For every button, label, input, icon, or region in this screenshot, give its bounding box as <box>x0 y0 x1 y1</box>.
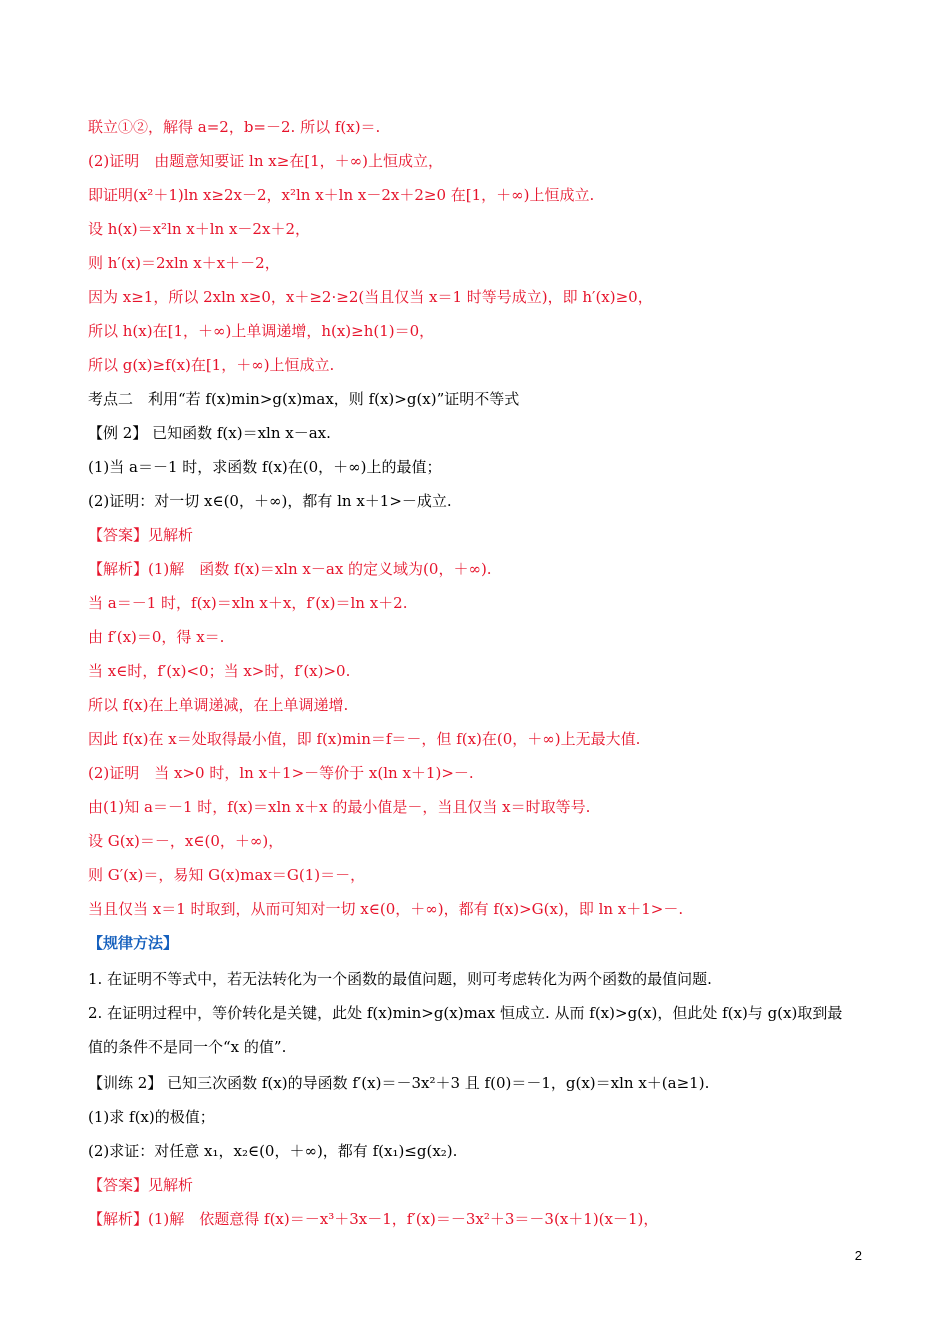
text-line: 所以 g(x)≥f(x)在[1，＋∞)上恒成立. <box>88 356 335 374</box>
text-line: 【规律方法】 <box>88 934 179 952</box>
text-line: 因为 x≥1，所以 2xln x≥0，x＋≥2·≥2(当且仅当 x＝1 时等号成立)，即 h′(x)≥0， <box>88 288 653 306</box>
text-line: (2)证明 由题意知要证 ln x≥在[1，＋∞)上恒成立， <box>88 152 444 170</box>
text-line: (1)求 f(x)的极值； <box>88 1108 215 1126</box>
page-number: 2 <box>854 1248 862 1263</box>
text-line: 【训练 2】 已知三次函数 f(x)的导函数 f′(x)＝－3x²＋3 且 f(0)＝－1，g(x)＝xln x＋(a≥1). <box>88 1074 710 1092</box>
text-line: 【解析】(1)解 依题意得 f(x)＝－x³＋3x－1，f′(x)＝－3x²＋3＝－3(x＋1)(x－1)， <box>88 1210 659 1228</box>
text-line: 则 G′(x)＝，易知 G(x)max＝G(1)＝－， <box>88 866 366 884</box>
text-line: 联立①②，解得 a=2，b=－2. 所以 f(x)＝. <box>88 118 381 136</box>
text-line: 1. 在证明不等式中，若无法转化为一个函数的最值问题，则可考虑转化为两个函数的最值问题. <box>88 970 712 988</box>
text-line: 考点二 利用“若 f(x)min>g(x)max，则 f(x)>g(x)”证明不等式 <box>88 390 520 408</box>
text-line: (1)当 a＝－1 时，求函数 f(x)在(0，＋∞)上的最值； <box>88 458 442 476</box>
text-line: 所以 f(x)在上单调递减，在上单调递增. <box>88 696 349 714</box>
text-line: 因此 f(x)在 x＝处取得最小值，即 f(x)min＝f＝－，但 f(x)在(0，＋∞)上无最大值. <box>88 730 641 748</box>
text-line: 设 G(x)＝－，x∈(0，＋∞)， <box>88 832 284 850</box>
text-line: 【答案】见解析 <box>88 1176 194 1194</box>
text-line: 【例 2】 已知函数 f(x)＝xln x－ax. <box>88 424 331 442</box>
text-line: 所以 h(x)在[1，＋∞)上单调递增，h(x)≥h(1)＝0， <box>88 322 435 340</box>
text-line: 即证明(x²＋1)ln x≥2x－2，x²ln x＋ln x－2x＋2≥0 在[1，＋∞)上恒成立. <box>88 186 595 204</box>
text-line: 由 f′(x)＝0，得 x＝. <box>88 628 225 646</box>
text-line: 则 h′(x)＝2xln x＋x＋－2， <box>88 254 280 272</box>
text-line: 【答案】见解析 <box>88 526 194 544</box>
text-line: 由(1)知 a＝－1 时，f(x)＝xln x＋x 的最小值是－，当且仅当 x＝时取等号. <box>88 798 591 816</box>
text-line: (2)求证：对任意 x₁，x₂∈(0，＋∞)，都有 f(x₁)≤g(x₂). <box>88 1142 458 1160</box>
text-line: (2)证明 当 x>0 时，ln x＋1>－等价于 x(ln x＋1)>－. <box>88 764 474 782</box>
text-line: 2. 在证明过程中，等价转化是关键，此处 f(x)min>g(x)max 恒成立. 从而 f(x)>g(x)，但此处 f(x)与 g(x)取到最 <box>88 1004 843 1022</box>
text-line: 当 x∈时，f′(x)<0；当 x>时，f′(x)>0. <box>88 662 351 680</box>
text-line: 【解析】(1)解 函数 f(x)＝xln x－ax 的定义域为(0，＋∞). <box>88 560 492 578</box>
text-line: 设 h(x)＝x²ln x＋ln x－2x＋2， <box>88 220 310 238</box>
text-line: (2)证明：对一切 x∈(0，＋∞)，都有 ln x＋1>－成立. <box>88 492 452 510</box>
text-line: 当且仅当 x＝1 时取到，从而可知对一切 x∈(0，＋∞)，都有 f(x)>G(x)，即 ln x＋1>－. <box>88 900 684 918</box>
text-line: 当 a＝－1 时，f(x)＝xln x＋x，f′(x)＝ln x＋2. <box>88 594 408 612</box>
text-line: 值的条件不是同一个“x 的值”. <box>88 1038 287 1056</box>
